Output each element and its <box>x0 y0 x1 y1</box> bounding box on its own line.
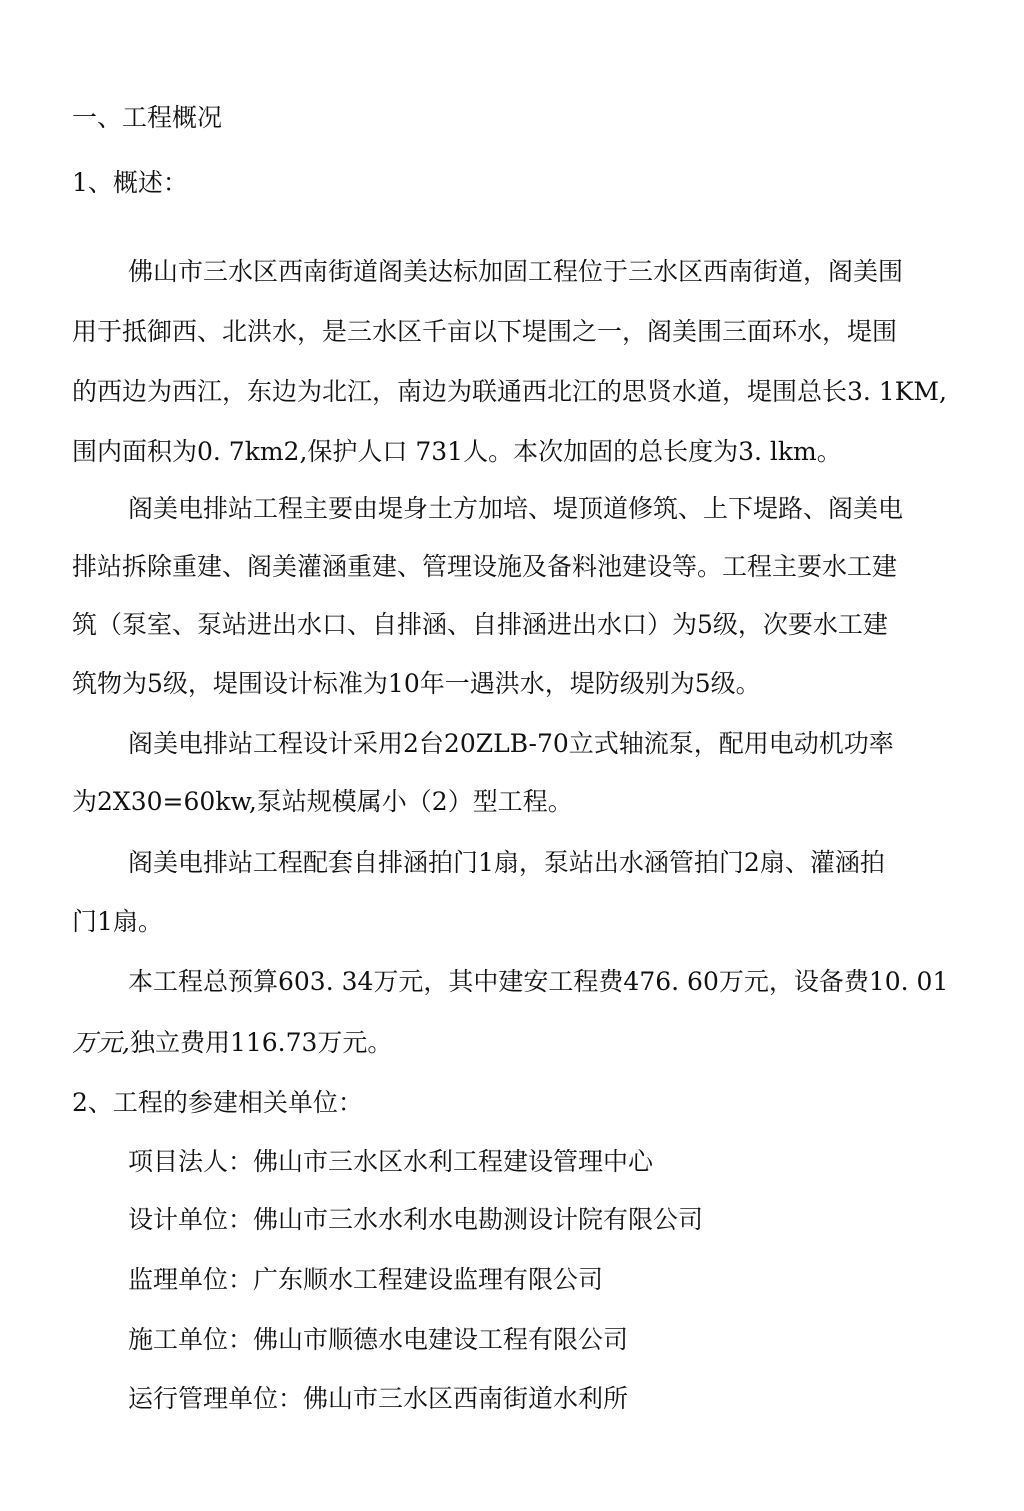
paragraph-line: 佛山市三水区西南街道阁美达标加固工程位于三水区西南街道，阁美围 <box>128 257 904 286</box>
paragraph-line: 为2X30=60kw,泵站规模属小（2）型工程。 <box>72 787 573 816</box>
paragraph-line: 阁美电排站工程主要由堤身土方加培、堤顶道修筑、上下堤路、阁美电 <box>128 494 904 523</box>
paragraph-line: 筑（泵室、泵站进出水口、自排涵、自排涵进出水口）为5级，次要水工建 <box>72 610 888 639</box>
paragraph-line: 阁美电排站工程设计采用2台20ZLB-70立式轴流泵，配用电动机功率 <box>128 729 894 758</box>
subsection-title-overview: 1、概述： <box>72 168 188 197</box>
paragraph-line: 筑物为5级，堤围设计标准为10年一遇洪水，堤防级别为5级。 <box>72 669 761 698</box>
paragraph-line: 本工程总预算603. 34万元，其中建安工程费476. 60万元，设备费10. 01 <box>128 967 949 996</box>
paragraph-line: 阁美电排站工程配套自排涵拍门1扇，泵站出水涵管拍门2扇、灌涵拍 <box>128 848 885 877</box>
paragraph-line: 围内面积为0. 7km2,保护人口 731人。本次加固的总长度为3. lkm。 <box>72 437 842 466</box>
unit-item: 监理单位：广东顺水工程建设监理有限公司 <box>128 1265 604 1294</box>
unit-item: 项目法人：佛山市三水区水利工程建设管理中心 <box>128 1147 654 1176</box>
unit-item: 设计单位：佛山市三水水利水电勘测设计院有限公司 <box>128 1205 704 1234</box>
paragraph-line <box>72 1027 392 1059</box>
italic-text: 万元, <box>72 1028 130 1057</box>
subsection-title-units: 2、工程的参建相关单位： <box>72 1088 363 1117</box>
paragraph-line: 的西边为西江，东边为北江，南边为联通西北江的思贤水道，堤围总长3. 1KM, <box>72 377 947 406</box>
section-heading: 一、工程概况 <box>72 103 223 132</box>
unit-item: 运行管理单位：佛山市三水区西南街道水利所 <box>128 1384 629 1413</box>
paragraph-line: 用于抵御西、北洪水，是三水区千亩以下堤围之一，阁美围三面环水，堤围 <box>72 317 898 346</box>
paragraph-line: 门1扇。 <box>72 907 163 936</box>
paragraph-line: 排站拆除重建、阁美灌涵重建、管理设施及备料池建设等。工程主要水工建 <box>72 552 898 581</box>
text-span: 独立费用116.73万元。 <box>129 1028 393 1057</box>
unit-item: 施工单位：佛山市顺德水电建设工程有限公司 <box>128 1325 629 1354</box>
